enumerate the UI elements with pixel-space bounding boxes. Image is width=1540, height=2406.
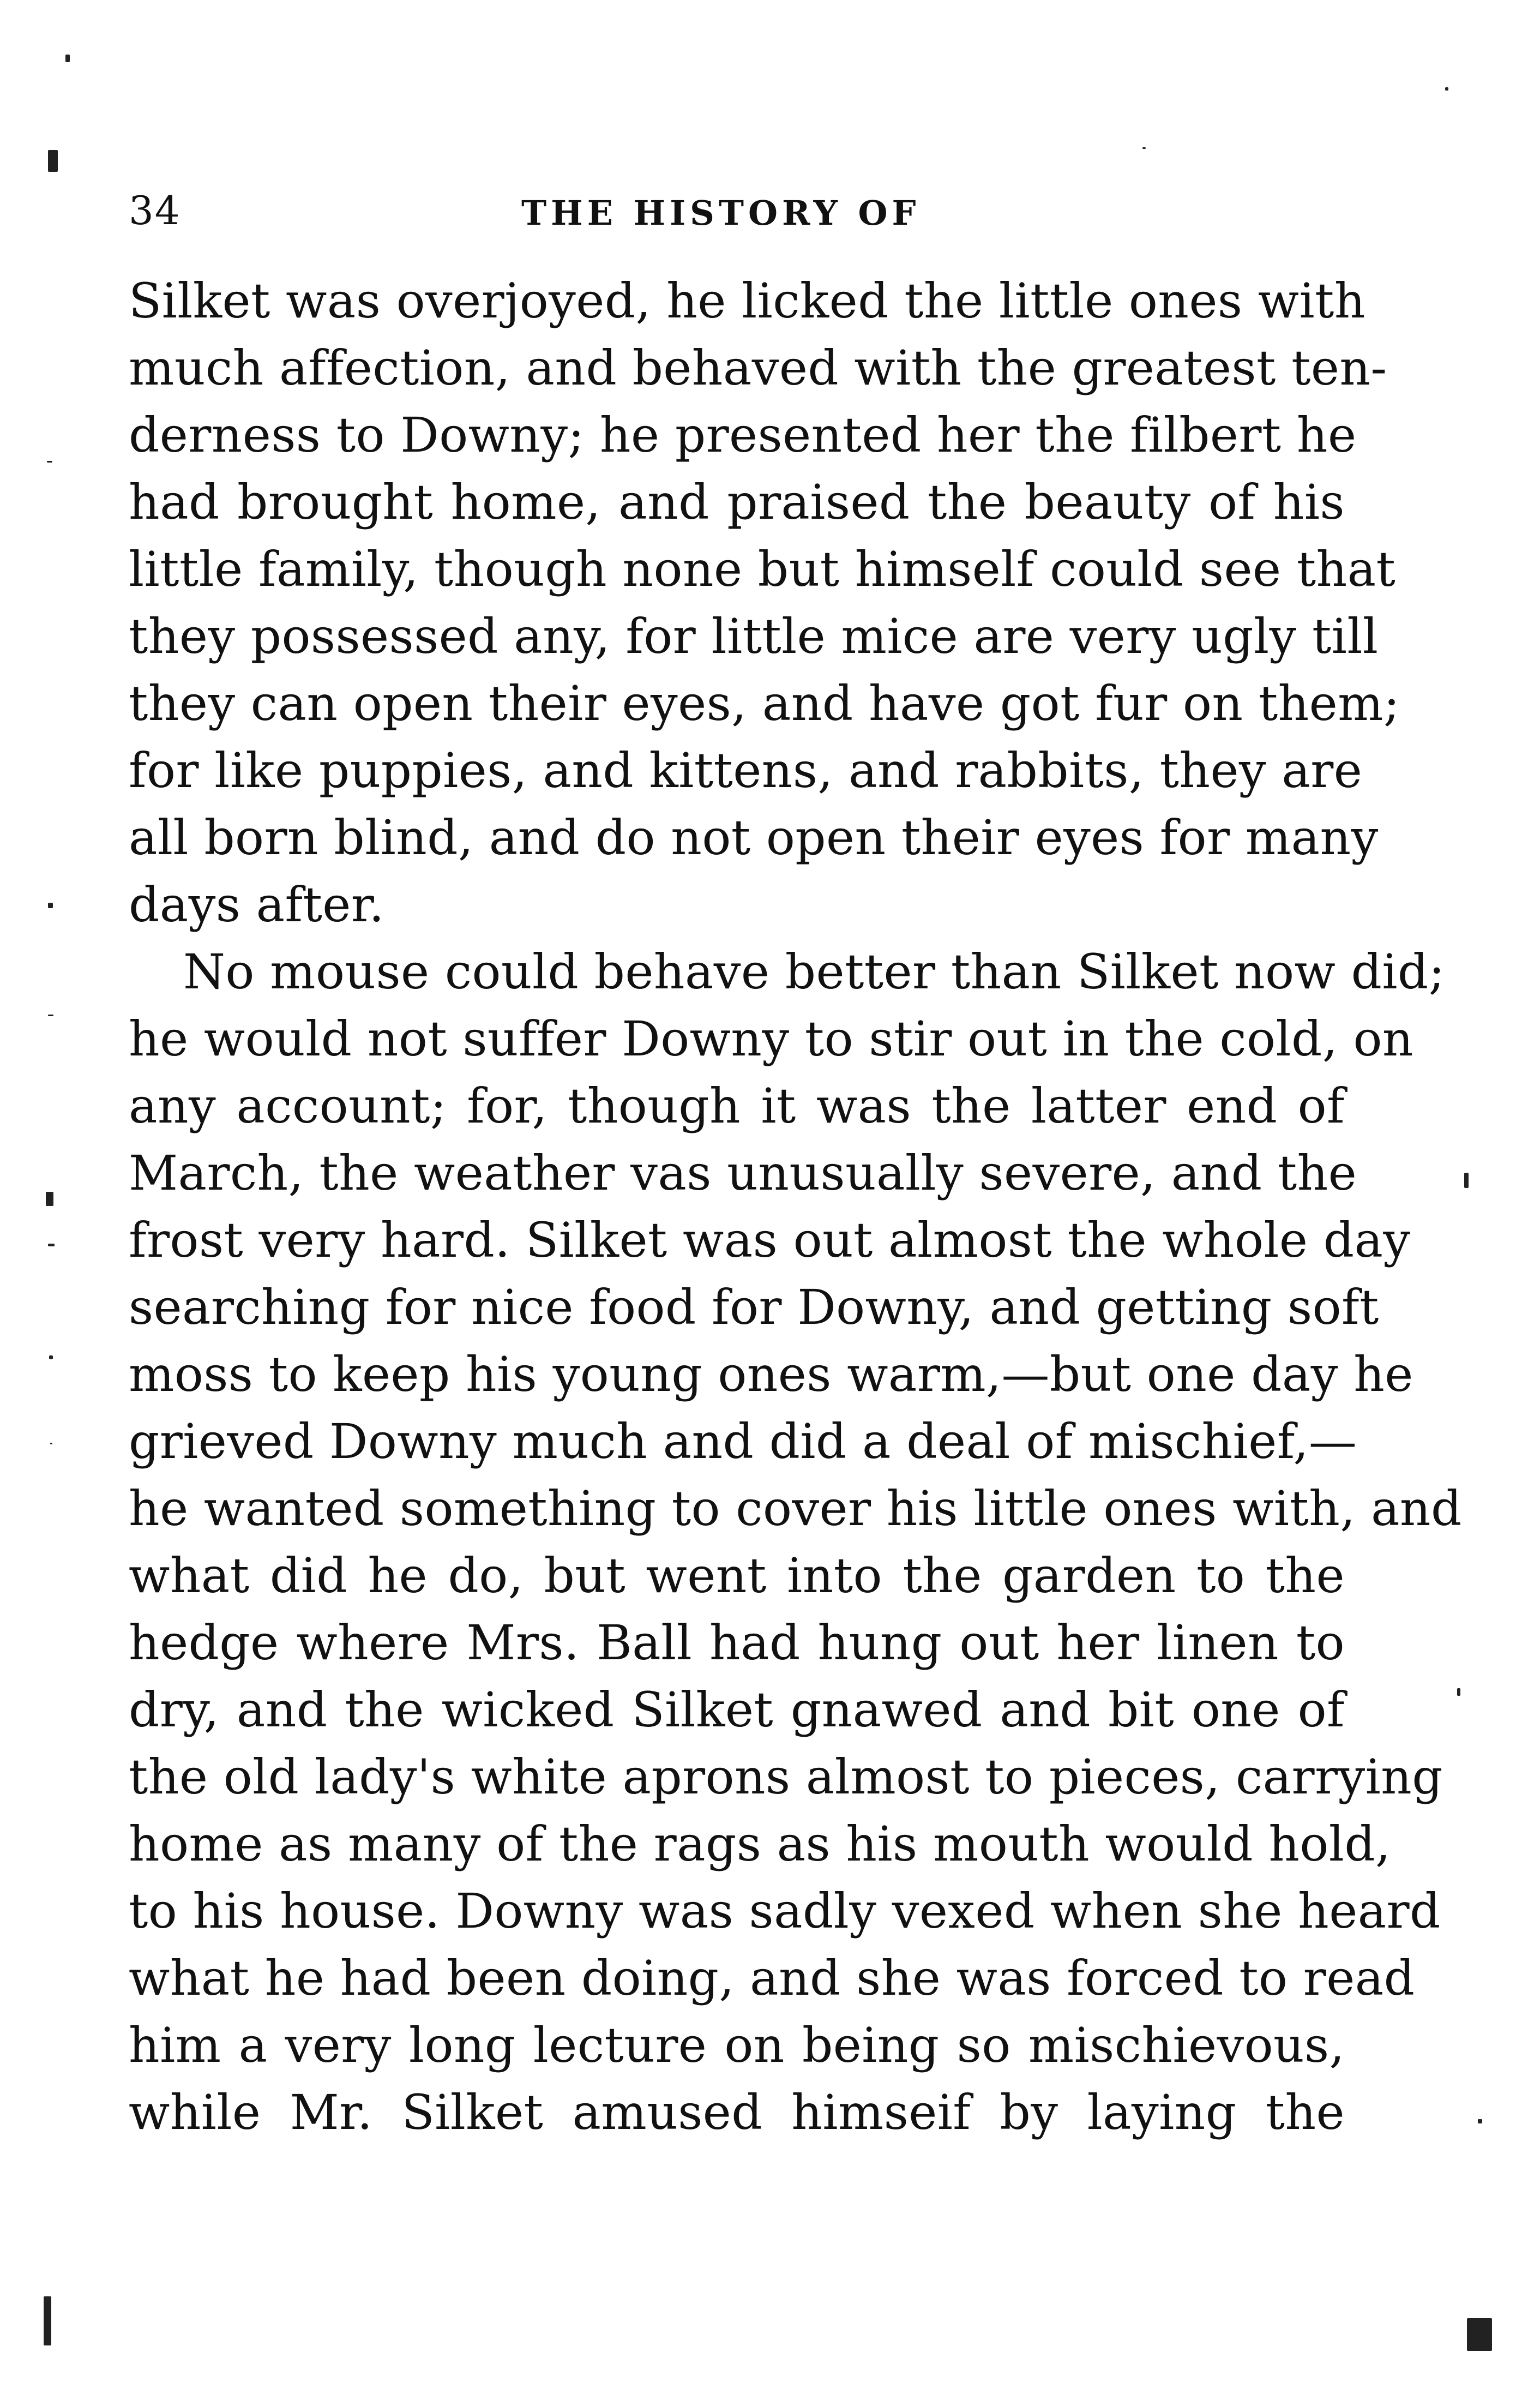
text-line: he would not suffer Downy to stir out in the cold, on	[129, 1011, 1413, 1067]
text-line: he wanted something to cover his little ones with, and	[129, 1480, 1462, 1537]
text-line: all born blind, and do not open their eyes for many	[129, 809, 1379, 866]
body-text	[129, 267, 1462, 2146]
text-line: moss to keep his young ones warm,—but one day he	[129, 1346, 1413, 1402]
scan-speck	[1445, 87, 1448, 91]
scan-speck	[48, 903, 53, 908]
text-line: the old lady's white aprons almost to pieces, carrying	[129, 1749, 1443, 1805]
text-line: dry, and the wicked Silket gnawed and bit one of	[129, 1682, 1345, 1738]
scan-speck	[1464, 1173, 1469, 1188]
scan-speck	[1457, 1688, 1460, 1696]
text-line: Silket was overjoyed, he licked the little ones with	[129, 273, 1365, 329]
scan-speck	[46, 1192, 53, 1206]
text-line: what did he do, but went into the garden to the	[129, 1547, 1345, 1604]
text-line: little family, though none but himself could see that	[129, 541, 1396, 597]
text-line: to his house. Downy was sadly vexed when she heard	[129, 1883, 1441, 1939]
text-line: No mouse could behave better than Silket now did;	[183, 944, 1445, 1000]
text-line: him a very long lecture on being so mischievous,	[129, 2017, 1345, 2073]
text-line: what he had been doing, and she was forced to read	[129, 1950, 1415, 2006]
text-line: hedge where Mrs. Ball had hung out her linen to	[129, 1615, 1345, 1671]
scan-speck	[1467, 2318, 1492, 2351]
scan-speck	[47, 461, 52, 463]
scan-speck	[48, 150, 58, 172]
text-line: any account; for, though it was the latter end of	[129, 1078, 1345, 1134]
page-header	[129, 188, 979, 256]
scan-speck	[50, 1443, 52, 1444]
running-head: THE HISTORY OF	[521, 193, 921, 233]
scan-speck	[1478, 2119, 1482, 2123]
page-number: 34	[129, 188, 181, 233]
text-line: grieved Downy much and did a deal of mischief,—	[129, 1413, 1357, 1469]
text-line: derness to Downy; he presented her the filbert he	[129, 407, 1357, 463]
text-line: they possessed any, for little mice are very ugly till	[129, 608, 1379, 664]
text-line: home as many of the rags as his mouth would hold,	[129, 1816, 1391, 1872]
scan-speck	[44, 2296, 51, 2345]
text-line: days after.	[129, 877, 384, 933]
text-line: they can open their eyes, and have got fur on them;	[129, 675, 1400, 731]
text-line: frost very hard. Silket was out almost the whole day	[129, 1212, 1411, 1268]
text-line: for like puppies, and kittens, and rabbits, they are	[129, 742, 1363, 799]
text-line: while Mr. Silket amused himseif by laying the	[129, 2084, 1345, 2140]
text-line: had brought home, and praised the beauty of his	[129, 474, 1345, 530]
text-line: much affection, and behaved with the greatest ten-	[129, 340, 1387, 396]
scan-speck	[65, 55, 70, 62]
scan-speck	[49, 1355, 53, 1359]
text-line: March, the weather vas unusually severe, and the	[129, 1145, 1357, 1201]
scan-speck	[48, 1015, 53, 1016]
scan-speck	[48, 1244, 55, 1246]
scan-speck	[1142, 147, 1146, 149]
text-line: searching for nice food for Downy, and getting soft	[129, 1279, 1379, 1335]
